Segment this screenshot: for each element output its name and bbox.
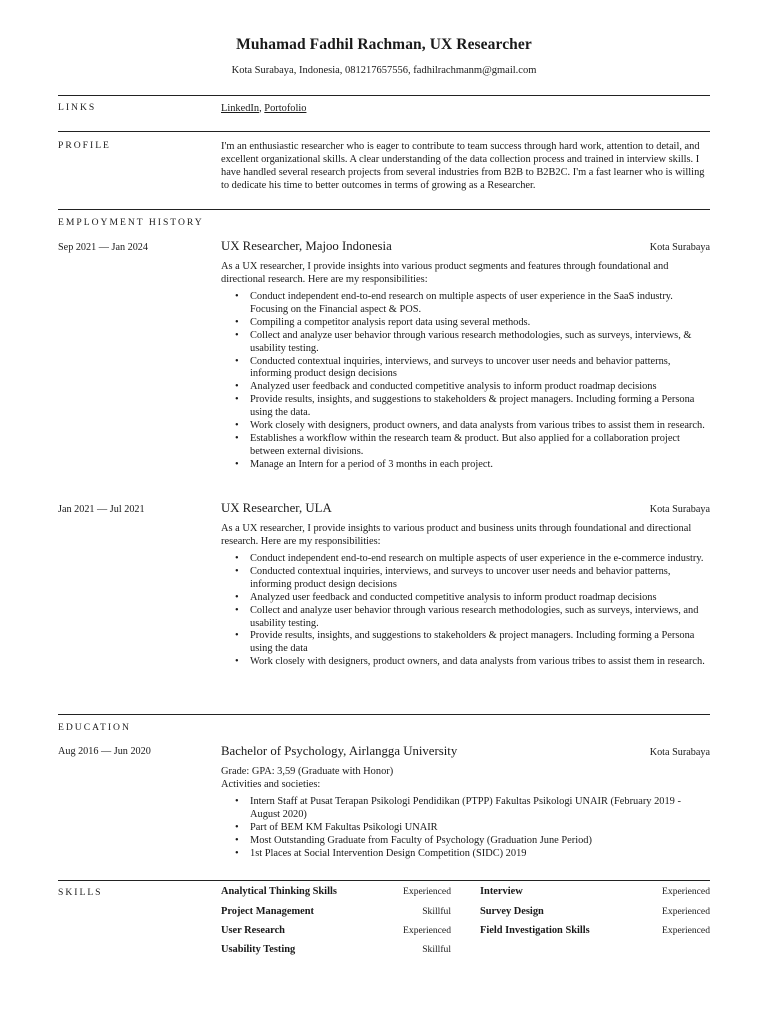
skill-item bbox=[221, 886, 451, 897]
list-item: • Most Outstanding Graduate from Faculty of Psychology (Graduation June Period) bbox=[221, 835, 710, 848]
job-dates: Jan 2021 — Jul 2021 bbox=[58, 504, 145, 515]
list-item: • Analyzed user feedback and conducted competitive analysis to inform product roadmap decisions bbox=[221, 592, 710, 605]
list-item: • Work closely with designers, product owners, and data analysts from various tribes to assist them in research. bbox=[221, 656, 710, 669]
skill-name: Field Investigation Skills bbox=[480, 925, 590, 936]
list-item: • 1st Places at Social Intervention Design Competition (SIDC) 2019 bbox=[221, 848, 710, 861]
linkedin-link[interactable]: LinkedIn bbox=[221, 103, 260, 114]
list-item: • Conduct independent end-to-end research on multiple aspects of user experience in the SaaS industry. Focusing on the Financial aspect & POS. bbox=[221, 291, 710, 317]
skill-level: Skillful bbox=[422, 944, 451, 955]
skill-item bbox=[480, 906, 710, 917]
job-title: UX Researcher, Majoo Indonesia bbox=[221, 239, 392, 253]
skill-name: User Research bbox=[221, 925, 285, 936]
education-bullets bbox=[221, 796, 710, 861]
job-entry bbox=[221, 500, 710, 669]
resume-name: Muhamad Fadhil Rachman, UX Researcher bbox=[236, 36, 532, 53]
skill-item bbox=[221, 944, 451, 955]
skill-name: Survey Design bbox=[480, 906, 544, 917]
skill-level: Experienced bbox=[662, 886, 710, 897]
job-summary: As a UX researcher, I provide insights into various product segments and features through foundational and directional research. Here are my responsibilities: bbox=[221, 261, 669, 285]
skill-name: Interview bbox=[480, 886, 523, 897]
skill-name: Usability Testing bbox=[221, 944, 296, 955]
education-entry bbox=[221, 743, 710, 861]
skill-level: Skillful bbox=[422, 906, 451, 917]
skill-item bbox=[480, 886, 710, 897]
job-dates: Sep 2021 — Jan 2024 bbox=[58, 242, 148, 253]
list-item: • Conduct independent end-to-end research on multiple aspects of user experience in the e-commerce industry. bbox=[221, 553, 710, 566]
activities-label: Activities and societies: bbox=[221, 779, 321, 790]
list-item: • Intern Staff at Pusat Terapan Psikologi Pendidikan (PTPP) Fakultas Psikologi UNAIR (February 2019 - August 2020) bbox=[221, 796, 710, 822]
section-divider bbox=[58, 95, 710, 96]
links-separator: , bbox=[259, 103, 265, 114]
skill-level: Experienced bbox=[403, 886, 451, 897]
list-item: • Establishes a workflow within the research team & product. But also applied for a collaboration project between external divisions. bbox=[221, 433, 710, 459]
job-title: UX Researcher, ULA bbox=[221, 501, 332, 515]
list-item: • Analyzed user feedback and conducted competitive analysis to inform product roadmap decisions bbox=[221, 381, 710, 394]
profile-text: I'm an enthusiastic researcher who is eager to contribute to team success through hard work, attention to detail, and excellent organizational skills. A clear understanding of the data collection process and trained in interview skills. I have handled several research projects from several industries from B2B to B2B2C. I'm a fast learner who is willing to dedicate his time to better outcomes in terms of growing as a Researcher. bbox=[221, 141, 705, 191]
profile-label: PROFILE bbox=[58, 140, 111, 151]
job-bullets bbox=[221, 553, 710, 669]
education-location: Kota Surabaya bbox=[649, 747, 710, 758]
contact-line: Kota Surabaya, Indonesia, 081217657556, fadhilrachmanm@gmail.com bbox=[231, 65, 537, 76]
skill-level: Experienced bbox=[662, 906, 710, 917]
list-item: • Provide results, insights, and suggestions to stakeholders & project managers. Including forming a Persona using the data bbox=[221, 630, 710, 656]
skill-name: Project Management bbox=[221, 906, 314, 917]
job-summary: As a UX researcher, I provide insights to various product and business units through foundational and directional research. Here are my responsibilities: bbox=[221, 523, 692, 547]
portfolio-link[interactable]: Portofolio bbox=[264, 103, 307, 114]
skill-item bbox=[480, 925, 710, 936]
list-item: • Provide results, insights, and suggestions to stakeholders & project managers. Including forming a Persona using the data. bbox=[221, 394, 710, 420]
list-item: • Compiling a competitor analysis report data using several methods. bbox=[221, 317, 710, 330]
job-entry bbox=[221, 238, 710, 472]
links-label: LINKS bbox=[58, 102, 97, 113]
list-item: • Part of BEM KM Fakultas Psikologi UNAIR bbox=[221, 822, 710, 835]
links-list bbox=[221, 102, 710, 115]
education-grade: Grade: GPA: 3,59 (Graduate with Honor) bbox=[221, 766, 394, 777]
skill-level: Experienced bbox=[403, 925, 451, 936]
section-divider bbox=[58, 880, 710, 881]
skill-item bbox=[221, 925, 451, 936]
section-divider bbox=[58, 209, 710, 210]
skill-item bbox=[221, 906, 451, 917]
job-location: Kota Surabaya bbox=[649, 242, 710, 253]
section-divider bbox=[58, 131, 710, 132]
degree-title: Bachelor of Psychology, Airlangga University bbox=[221, 744, 458, 758]
list-item: • Conducted contextual inquiries, interviews, and surveys to uncover user needs and behavior patterns, informing product design decisions bbox=[221, 566, 710, 592]
skill-name: Analytical Thinking Skills bbox=[221, 886, 337, 897]
list-item: • Conducted contextual inquiries, interviews, and surveys to uncover user needs and behavior patterns, informing product design decisions bbox=[221, 356, 710, 382]
education-label: EDUCATION bbox=[58, 722, 131, 733]
job-location: Kota Surabaya bbox=[649, 504, 710, 515]
list-item: • Manage an Intern for a period of 3 months in each project. bbox=[221, 459, 710, 472]
skills-label: SKILLS bbox=[58, 887, 103, 898]
job-bullets bbox=[221, 291, 710, 472]
section-divider bbox=[58, 714, 710, 715]
list-item: • Collect and analyze user behavior through various research methodologies, such as surveys, interviews, & usability testing. bbox=[221, 330, 710, 356]
skill-level: Experienced bbox=[662, 925, 710, 936]
list-item: • Work closely with designers, product owners, and data analysts from various tribes to assist them in research. bbox=[221, 420, 710, 433]
education-dates: Aug 2016 — Jun 2020 bbox=[58, 746, 151, 757]
list-item: • Collect and analyze user behavior through various research methodologies, such as surveys, interviews, and usability testing. bbox=[221, 605, 710, 631]
employment-label: EMPLOYMENT HISTORY bbox=[58, 217, 204, 228]
